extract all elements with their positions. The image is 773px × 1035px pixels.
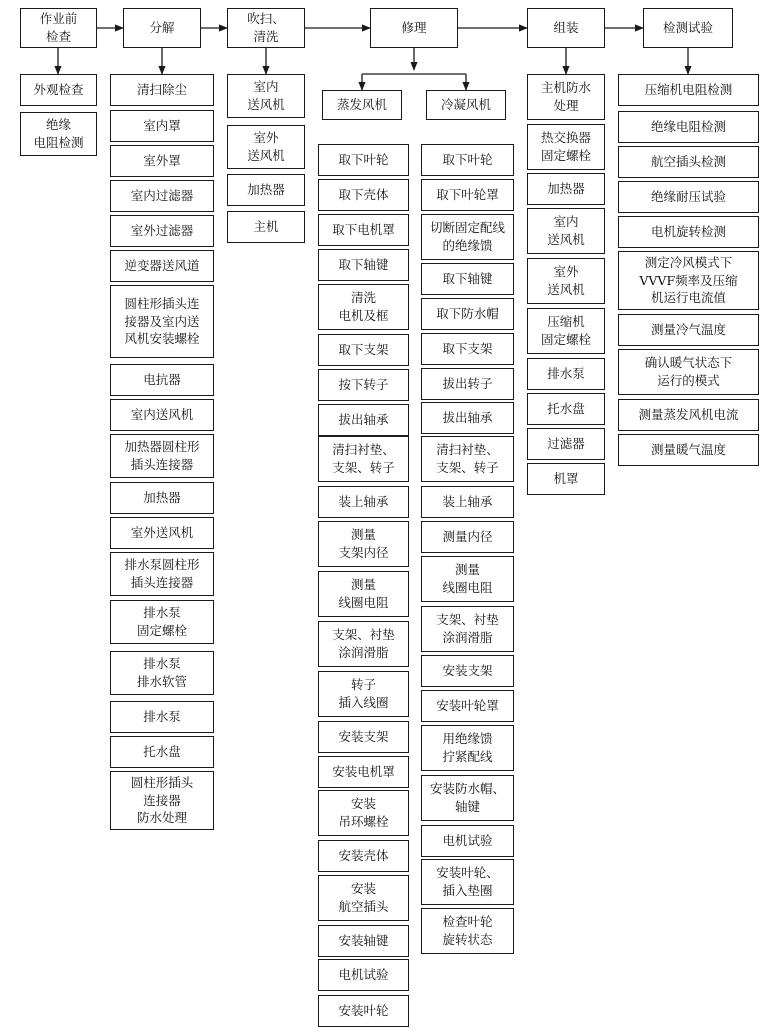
disassembly-step: 排水泵 [110,701,214,733]
cond-step: 测量 线圈电阻 [421,556,514,602]
evap-step: 安装电机罩 [318,756,409,788]
test-step: 测量蒸发风机电流 [618,399,759,431]
cond-step: 取下轴键 [421,263,514,295]
evap-step: 支架、衬垫 涂润滑脂 [318,621,409,667]
assembly-step: 压缩机 固定螺栓 [527,308,605,354]
repair-evaporator-fan-header: 蒸发风机 [322,90,402,120]
disassembly-step: 加热器圆柱形 插头连接器 [110,434,214,478]
cond-step: 装上轴承 [421,486,514,518]
repair-condenser-fan-header: 冷凝风机 [426,90,506,120]
disassembly-step: 排水泵 固定螺栓 [110,600,214,644]
disassembly-step: 电抗器 [110,364,214,396]
assembly-step: 室外 送风机 [527,258,605,304]
evap-step: 取下叶轮 [318,144,409,176]
disassembly-step: 加热器 [110,482,214,514]
evap-step: 转子 插入线圈 [318,671,409,717]
evap-step: 按下转子 [318,369,409,401]
blow-clean-step: 室内 送风机 [227,74,305,118]
test-step: 电机旋转检测 [618,216,759,248]
cond-step: 切断固定配线 的绝缘馈 [421,214,514,260]
assembly-step: 托水盘 [527,393,605,425]
assembly-step: 主机防水 处理 [527,74,605,120]
assembly-step: 加热器 [527,173,605,205]
evap-step: 测量 线圈电阻 [318,571,409,617]
disassembly-step: 圆柱形插头连 接器及室内送 风机安装螺栓 [110,285,214,358]
disassembly-step: 逆变器送风道 [110,250,214,282]
disassembly-step: 室外罩 [110,145,214,177]
cond-step: 取下叶轮 [421,144,514,176]
disassembly-step: 室内送风机 [110,399,214,431]
cond-step: 取下叶轮罩 [421,179,514,211]
test-step: 确认暖气状态下 运行的模式 [618,349,759,395]
cond-step: 安装叶轮、 插入垫圈 [421,859,514,905]
evap-step: 装上轴承 [318,486,409,518]
test-step: 绝缘耐压试验 [618,181,759,213]
evap-step: 取下电机罩 [318,214,409,246]
disassembly-step: 排水泵 排水软管 [110,651,214,695]
stage-test: 检测试验 [643,8,733,48]
stage-repair: 修理 [370,8,458,48]
test-step: 测量冷气温度 [618,314,759,346]
disassembly-step: 圆柱形插头 连接器 防水处理 [110,771,214,830]
assembly-step: 室内 送风机 [527,208,605,254]
cond-step: 安装防水帽、 轴键 [421,775,514,821]
blow-clean-step: 加热器 [227,174,305,206]
disassembly-step: 室外过滤器 [110,215,214,247]
evap-step: 清扫衬垫、 支架、转子 [318,436,409,482]
cond-step: 清扫衬垫、 支架、转子 [421,436,514,482]
cond-step: 拔出转子 [421,368,514,400]
test-step: 绝缘电阻检测 [618,111,759,143]
evap-step: 电机试验 [318,959,409,991]
cond-step: 检查叶轮 旋转状态 [421,908,514,954]
stage-assembly: 组装 [527,8,605,48]
assembly-step: 机罩 [527,463,605,495]
evap-step: 安装支架 [318,721,409,753]
evap-step: 清洗 电机及框 [318,284,409,330]
cond-step: 支架、衬垫 涂润滑脂 [421,606,514,652]
evap-step: 取下支架 [318,334,409,366]
blow-clean-step: 室外 送风机 [227,125,305,169]
cond-step: 测量内径 [421,521,514,553]
cond-step: 电机试验 [421,825,514,857]
cond-step: 安装支架 [421,655,514,687]
pre-step: 外观检查 [20,74,97,106]
blow-clean-step: 主机 [227,211,305,243]
evap-step: 安装 航空插头 [318,875,409,921]
disassembly-step: 清扫除尘 [110,74,214,106]
cond-step: 用绝缘馈 拧紧配线 [421,725,514,771]
evap-step: 取下轴键 [318,249,409,281]
test-step: 测定冷风模式下 VVVF频率及压缩 机运行电流值 [618,251,759,310]
test-step: 航空插头检测 [618,146,759,178]
test-step: 压缩机电阻检测 [618,74,759,106]
assembly-step: 排水泵 [527,358,605,390]
evap-step: 取下壳体 [318,179,409,211]
stage-blow-clean: 吹扫、 清洗 [227,8,305,48]
assembly-step: 过滤器 [527,428,605,460]
cond-step: 取下支架 [421,333,514,365]
cond-step: 取下防水帽 [421,298,514,330]
pre-step: 绝缘 电阻检测 [20,112,97,156]
evap-step: 测量 支架内径 [318,521,409,567]
disassembly-step: 托水盘 [110,736,214,768]
evap-step: 安装轴键 [318,925,409,957]
evap-step: 安装叶轮 [318,995,409,1027]
evap-step: 拔出轴承 [318,404,409,436]
disassembly-step: 室内过滤器 [110,180,214,212]
disassembly-step: 排水泵圆柱形 插头连接器 [110,552,214,596]
disassembly-step: 室内罩 [110,110,214,142]
test-step: 测量暖气温度 [618,434,759,466]
disassembly-step: 室外送风机 [110,517,214,549]
stage-disassembly: 分解 [123,8,201,48]
evap-step: 安装壳体 [318,840,409,872]
cond-step: 安装叶轮罩 [421,690,514,722]
assembly-step: 热交换器 固定螺栓 [527,124,605,170]
cond-step: 拔出轴承 [421,402,514,434]
evap-step: 安装 吊环螺栓 [318,790,409,836]
stage-pre-inspection: 作业前 检查 [20,8,97,48]
